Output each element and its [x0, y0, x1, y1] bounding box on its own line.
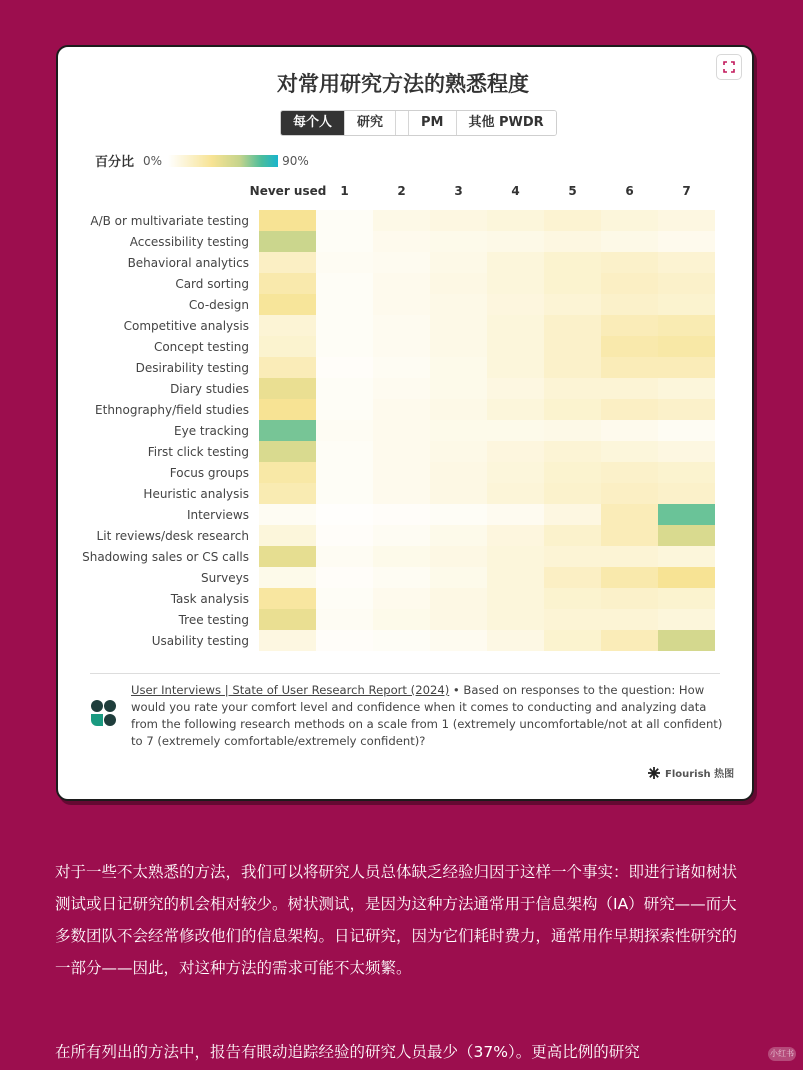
heatmap-cell[interactable]: [658, 315, 715, 336]
row-label: Usability testing: [151, 634, 249, 648]
heatmap-cell[interactable]: [259, 315, 316, 336]
heatmap-cell[interactable]: [430, 315, 487, 336]
heatmap-cell[interactable]: [601, 273, 658, 294]
heatmap-cell[interactable]: [487, 588, 544, 609]
heatmap-cell[interactable]: [259, 252, 316, 273]
heatmap-cell[interactable]: [316, 315, 373, 336]
heatmap-cell[interactable]: [373, 378, 430, 399]
heatmap-cell[interactable]: [430, 273, 487, 294]
heatmap-cell[interactable]: [259, 546, 316, 567]
row-label: Card sorting: [175, 277, 249, 291]
heatmap-cell[interactable]: [487, 483, 544, 504]
heatmap-cell[interactable]: [373, 609, 430, 630]
heatmap-cell[interactable]: [316, 546, 373, 567]
row-label: Surveys: [201, 571, 249, 585]
heatmap-cell[interactable]: [259, 462, 316, 483]
heatmap-cell[interactable]: [658, 378, 715, 399]
row-label: Tree testing: [178, 613, 249, 627]
source-description: • Based on responses to the question: How would you rate your comfort level and confidence when it comes to conducting and analyzing data from the following research methods on a scale from 1 (extremely uncomfortable/not at all confident) to 7 (extremely comfortable/extremely confident)?: [131, 683, 723, 748]
row-label: Behavioral analytics: [127, 256, 249, 270]
column-label: 7: [682, 184, 691, 198]
heatmap-cell[interactable]: [259, 231, 316, 252]
heatmap-cell[interactable]: [544, 525, 601, 546]
heatmap-cell[interactable]: [430, 588, 487, 609]
heatmap-cell[interactable]: [430, 525, 487, 546]
row-label: Eye tracking: [174, 424, 249, 438]
heatmap-cell[interactable]: [259, 630, 316, 651]
heatmap-cell[interactable]: [259, 357, 316, 378]
flourish-credit[interactable]: [648, 765, 734, 780]
heatmap-cell[interactable]: [601, 294, 658, 315]
heatmap-cell[interactable]: [487, 525, 544, 546]
heatmap-cell[interactable]: [373, 441, 430, 462]
heatmap-cell[interactable]: [658, 630, 715, 651]
heatmap-cell[interactable]: [601, 210, 658, 231]
column-label: Never used: [249, 184, 327, 198]
heatmap-cell[interactable]: [601, 588, 658, 609]
heatmap-cell[interactable]: [259, 504, 316, 525]
row-label: First click testing: [147, 445, 249, 459]
heatmap-cell[interactable]: [601, 420, 658, 441]
heatmap-cell[interactable]: [316, 441, 373, 462]
heatmap-cell[interactable]: [430, 441, 487, 462]
legend-min-label: 0%: [143, 153, 163, 168]
user-interviews-logo: [89, 699, 119, 727]
heatmap-cell[interactable]: [430, 546, 487, 567]
legend-title: 百分比: [95, 155, 135, 170]
row-label: Diary studies: [170, 382, 249, 396]
heatmap-cell[interactable]: [259, 378, 316, 399]
heatmap-cell[interactable]: [259, 567, 316, 588]
row-label: A/B or multivariate testing: [90, 214, 249, 228]
source-link[interactable]: User Interviews | State of User Research Report (2024): [131, 683, 450, 697]
heatmap-cell[interactable]: [601, 609, 658, 630]
heatmap-cell[interactable]: [658, 504, 715, 525]
heatmap-cell[interactable]: [373, 252, 430, 273]
heatmap-cell[interactable]: [544, 210, 601, 231]
heatmap-cell[interactable]: [487, 231, 544, 252]
heatmap-cell[interactable]: [658, 588, 715, 609]
heatmap-cell[interactable]: [373, 462, 430, 483]
column-label: 6: [625, 184, 634, 198]
heatmap-cell[interactable]: [259, 273, 316, 294]
heatmap-cell[interactable]: [316, 273, 373, 294]
heatmap-cell[interactable]: [430, 336, 487, 357]
tab-everyone[interactable]: 每个人: [281, 111, 345, 135]
heatmap-cell[interactable]: [259, 483, 316, 504]
row-label: Heuristic analysis: [143, 487, 249, 501]
heatmap-cell[interactable]: [601, 483, 658, 504]
row-label: Concept testing: [153, 340, 249, 354]
heatmap-cell[interactable]: [487, 294, 544, 315]
heatmap-cell[interactable]: [601, 462, 658, 483]
heatmap-cell[interactable]: [259, 420, 316, 441]
heatmap-cell[interactable]: [373, 336, 430, 357]
heatmap-cell[interactable]: [373, 273, 430, 294]
tab-pm[interactable]: PM: [409, 111, 456, 135]
heatmap-cell[interactable]: [658, 336, 715, 357]
row-label: Focus groups: [169, 466, 249, 480]
watermark: 小红书: [768, 1047, 796, 1061]
heatmap-cell[interactable]: [658, 483, 715, 504]
heatmap-cell[interactable]: [658, 252, 715, 273]
column-label: 5: [568, 184, 577, 198]
heatmap-cell[interactable]: [601, 441, 658, 462]
heatmap-cell[interactable]: [316, 420, 373, 441]
heatmap-cell[interactable]: [430, 399, 487, 420]
heatmap-cell[interactable]: [544, 231, 601, 252]
heatmap-cell[interactable]: [601, 252, 658, 273]
heatmap-cell[interactable]: [544, 588, 601, 609]
heatmap-cell[interactable]: [316, 252, 373, 273]
heatmap-cell[interactable]: [316, 399, 373, 420]
heatmap-cell[interactable]: [373, 630, 430, 651]
heatmap-cell[interactable]: [373, 483, 430, 504]
heatmap-cell[interactable]: [259, 525, 316, 546]
heatmap-cell[interactable]: [601, 567, 658, 588]
heatmap-cell[interactable]: [544, 378, 601, 399]
heatmap-cell[interactable]: [544, 609, 601, 630]
heatmap-cell[interactable]: [259, 441, 316, 462]
heatmap-cell[interactable]: [658, 546, 715, 567]
heatmap-cell[interactable]: [601, 231, 658, 252]
heatmap-cell[interactable]: [373, 546, 430, 567]
heatmap-cell[interactable]: [601, 504, 658, 525]
article-paragraph-1: 对于一些不太熟悉的方法，我们可以将研究人员总体缺乏经验归因于这样一个事实：即进行诸如树状测试或日记研究的机会相对较少。树状测试，是因为这种方法通常用于信息架构（IA）研究——而大多数团队不会经常修改他们的信息架构。日记研究，因为它们耗时费力，通常用作早期探索性研究的一部分——因此，对这种方法的需求可能不太频繁。: [55, 863, 738, 977]
heatmap-cell[interactable]: [487, 210, 544, 231]
heatmap-cell[interactable]: [316, 231, 373, 252]
flourish-logo-icon: [648, 767, 660, 779]
heatmap-cell[interactable]: [259, 399, 316, 420]
heatmap-cell[interactable]: [316, 378, 373, 399]
chart-title: 对常用研究方法的熟悉程度: [277, 72, 529, 96]
heatmap-cell[interactable]: [487, 357, 544, 378]
heatmap-cell[interactable]: [544, 630, 601, 651]
column-label: 3: [454, 184, 463, 198]
heatmap-cell[interactable]: [544, 294, 601, 315]
heatmap-cell[interactable]: [658, 609, 715, 630]
heatmap-cell[interactable]: [316, 525, 373, 546]
heatmap-cell[interactable]: [373, 525, 430, 546]
heatmap-cell[interactable]: [373, 567, 430, 588]
heatmap-cell[interactable]: [658, 399, 715, 420]
heatmap-cell[interactable]: [316, 336, 373, 357]
column-label: 4: [511, 184, 520, 198]
heatmap-cell[interactable]: [601, 630, 658, 651]
heatmap-cell[interactable]: [487, 441, 544, 462]
heatmap-cell[interactable]: [658, 525, 715, 546]
heatmap-cell[interactable]: [373, 315, 430, 336]
heatmap-cell[interactable]: [316, 462, 373, 483]
heatmap-cell[interactable]: [658, 273, 715, 294]
heatmap-cell[interactable]: [487, 462, 544, 483]
heatmap-cell[interactable]: [658, 462, 715, 483]
heatmap-cell[interactable]: [316, 504, 373, 525]
heatmap-cell[interactable]: [373, 588, 430, 609]
heatmap-cell[interactable]: [601, 315, 658, 336]
heatmap-cell[interactable]: [544, 462, 601, 483]
heatmap-cell[interactable]: [544, 252, 601, 273]
row-label: Shadowing sales or CS calls: [82, 550, 249, 564]
heatmap-cell[interactable]: [487, 273, 544, 294]
heatmap-cell[interactable]: [487, 609, 544, 630]
row-label: Desirability testing: [135, 361, 249, 375]
heatmap-cell[interactable]: [430, 357, 487, 378]
heatmap-cell[interactable]: [316, 483, 373, 504]
heatmap-cell[interactable]: [544, 399, 601, 420]
legend-max-label: 90%: [282, 153, 309, 168]
heatmap-cell[interactable]: [658, 357, 715, 378]
heatmap-cell[interactable]: [658, 567, 715, 588]
heatmap-cell[interactable]: [544, 567, 601, 588]
heatmap-cell[interactable]: [430, 462, 487, 483]
heatmap-cell[interactable]: [487, 567, 544, 588]
heatmap-cell[interactable]: [658, 294, 715, 315]
heatmap-cell[interactable]: [430, 210, 487, 231]
tab-other-pwdr[interactable]: 其他 PWDR: [457, 111, 556, 135]
heatmap-cell[interactable]: [487, 546, 544, 567]
row-label: Lit reviews/desk research: [96, 529, 249, 543]
heatmap-cell[interactable]: [373, 210, 430, 231]
heatmap-cell[interactable]: [259, 609, 316, 630]
heatmap-cell[interactable]: [430, 294, 487, 315]
heatmap-cell[interactable]: [430, 567, 487, 588]
heatmap-cell[interactable]: [487, 378, 544, 399]
heatmap-cell[interactable]: [487, 504, 544, 525]
heatmap-cell[interactable]: [430, 483, 487, 504]
heatmap-cell[interactable]: [316, 357, 373, 378]
heatmap-cell[interactable]: [487, 420, 544, 441]
heatmap-cell[interactable]: [373, 294, 430, 315]
heatmap-cell[interactable]: [430, 420, 487, 441]
heatmap-cell[interactable]: [544, 441, 601, 462]
heatmap-cell[interactable]: [658, 210, 715, 231]
heatmap-cell[interactable]: [544, 336, 601, 357]
row-label: Ethnography/field studies: [95, 403, 249, 417]
heatmap-cell[interactable]: [658, 441, 715, 462]
article-paragraph-2: 在所有列出的方法中，报告有眼动追踪经验的研究人员最少（37%）。更高比例的研究: [55, 1043, 640, 1061]
heatmap-cell[interactable]: [259, 294, 316, 315]
heatmap-cell[interactable]: [316, 588, 373, 609]
heatmap-cell[interactable]: [544, 546, 601, 567]
heatmap-cell[interactable]: [430, 231, 487, 252]
heatmap-cell[interactable]: [430, 378, 487, 399]
column-label: 2: [397, 184, 406, 198]
row-label: Accessibility testing: [129, 235, 249, 249]
heatmap-cell[interactable]: [316, 294, 373, 315]
heatmap-cell[interactable]: [373, 420, 430, 441]
flourish-label: Flourish 热图: [665, 769, 735, 780]
heatmap-cell[interactable]: [487, 315, 544, 336]
heatmap-cell[interactable]: [373, 231, 430, 252]
source-note: [131, 682, 731, 750]
heatmap-cell[interactable]: [373, 504, 430, 525]
row-label: Co-design: [188, 298, 249, 312]
heatmap-cell[interactable]: [259, 588, 316, 609]
heatmap-cell[interactable]: [430, 630, 487, 651]
heatmap-cell[interactable]: [430, 504, 487, 525]
heatmap-cell[interactable]: [316, 567, 373, 588]
row-label: Interviews: [186, 508, 249, 522]
heatmap-cell[interactable]: [601, 378, 658, 399]
heatmap-cell[interactable]: [601, 357, 658, 378]
heatmap-cell[interactable]: [316, 609, 373, 630]
heatmap-cell[interactable]: [544, 483, 601, 504]
heatmap-cell[interactable]: [487, 630, 544, 651]
row-label: Task analysis: [170, 592, 249, 606]
column-label: 1: [340, 184, 349, 198]
heatmap-cell[interactable]: [544, 357, 601, 378]
heatmap-cell[interactable]: [544, 504, 601, 525]
heatmap-cell[interactable]: [316, 630, 373, 651]
heatmap-cell[interactable]: [544, 273, 601, 294]
heatmap-cell[interactable]: [487, 252, 544, 273]
heatmap-cell[interactable]: [373, 357, 430, 378]
heatmap-cell[interactable]: [487, 336, 544, 357]
tab-researchers[interactable]: 研究: [345, 111, 396, 135]
heatmap-cell[interactable]: [544, 315, 601, 336]
heatmap-cell[interactable]: [658, 231, 715, 252]
heatmap-cell[interactable]: [601, 525, 658, 546]
heatmap-cell[interactable]: [430, 252, 487, 273]
heatmap-cell[interactable]: [544, 420, 601, 441]
row-label: Competitive analysis: [123, 319, 249, 333]
heatmap-cell[interactable]: [601, 399, 658, 420]
heatmap-cell[interactable]: [259, 210, 316, 231]
divider: [90, 673, 720, 674]
heatmap-cell[interactable]: [601, 546, 658, 567]
heatmap-cell[interactable]: [259, 336, 316, 357]
heatmap-cell[interactable]: [601, 336, 658, 357]
heatmap-cell[interactable]: [316, 210, 373, 231]
heatmap-cell[interactable]: [430, 609, 487, 630]
heatmap-cell[interactable]: [373, 399, 430, 420]
heatmap-cell[interactable]: [658, 420, 715, 441]
heatmap-cell[interactable]: [487, 399, 544, 420]
